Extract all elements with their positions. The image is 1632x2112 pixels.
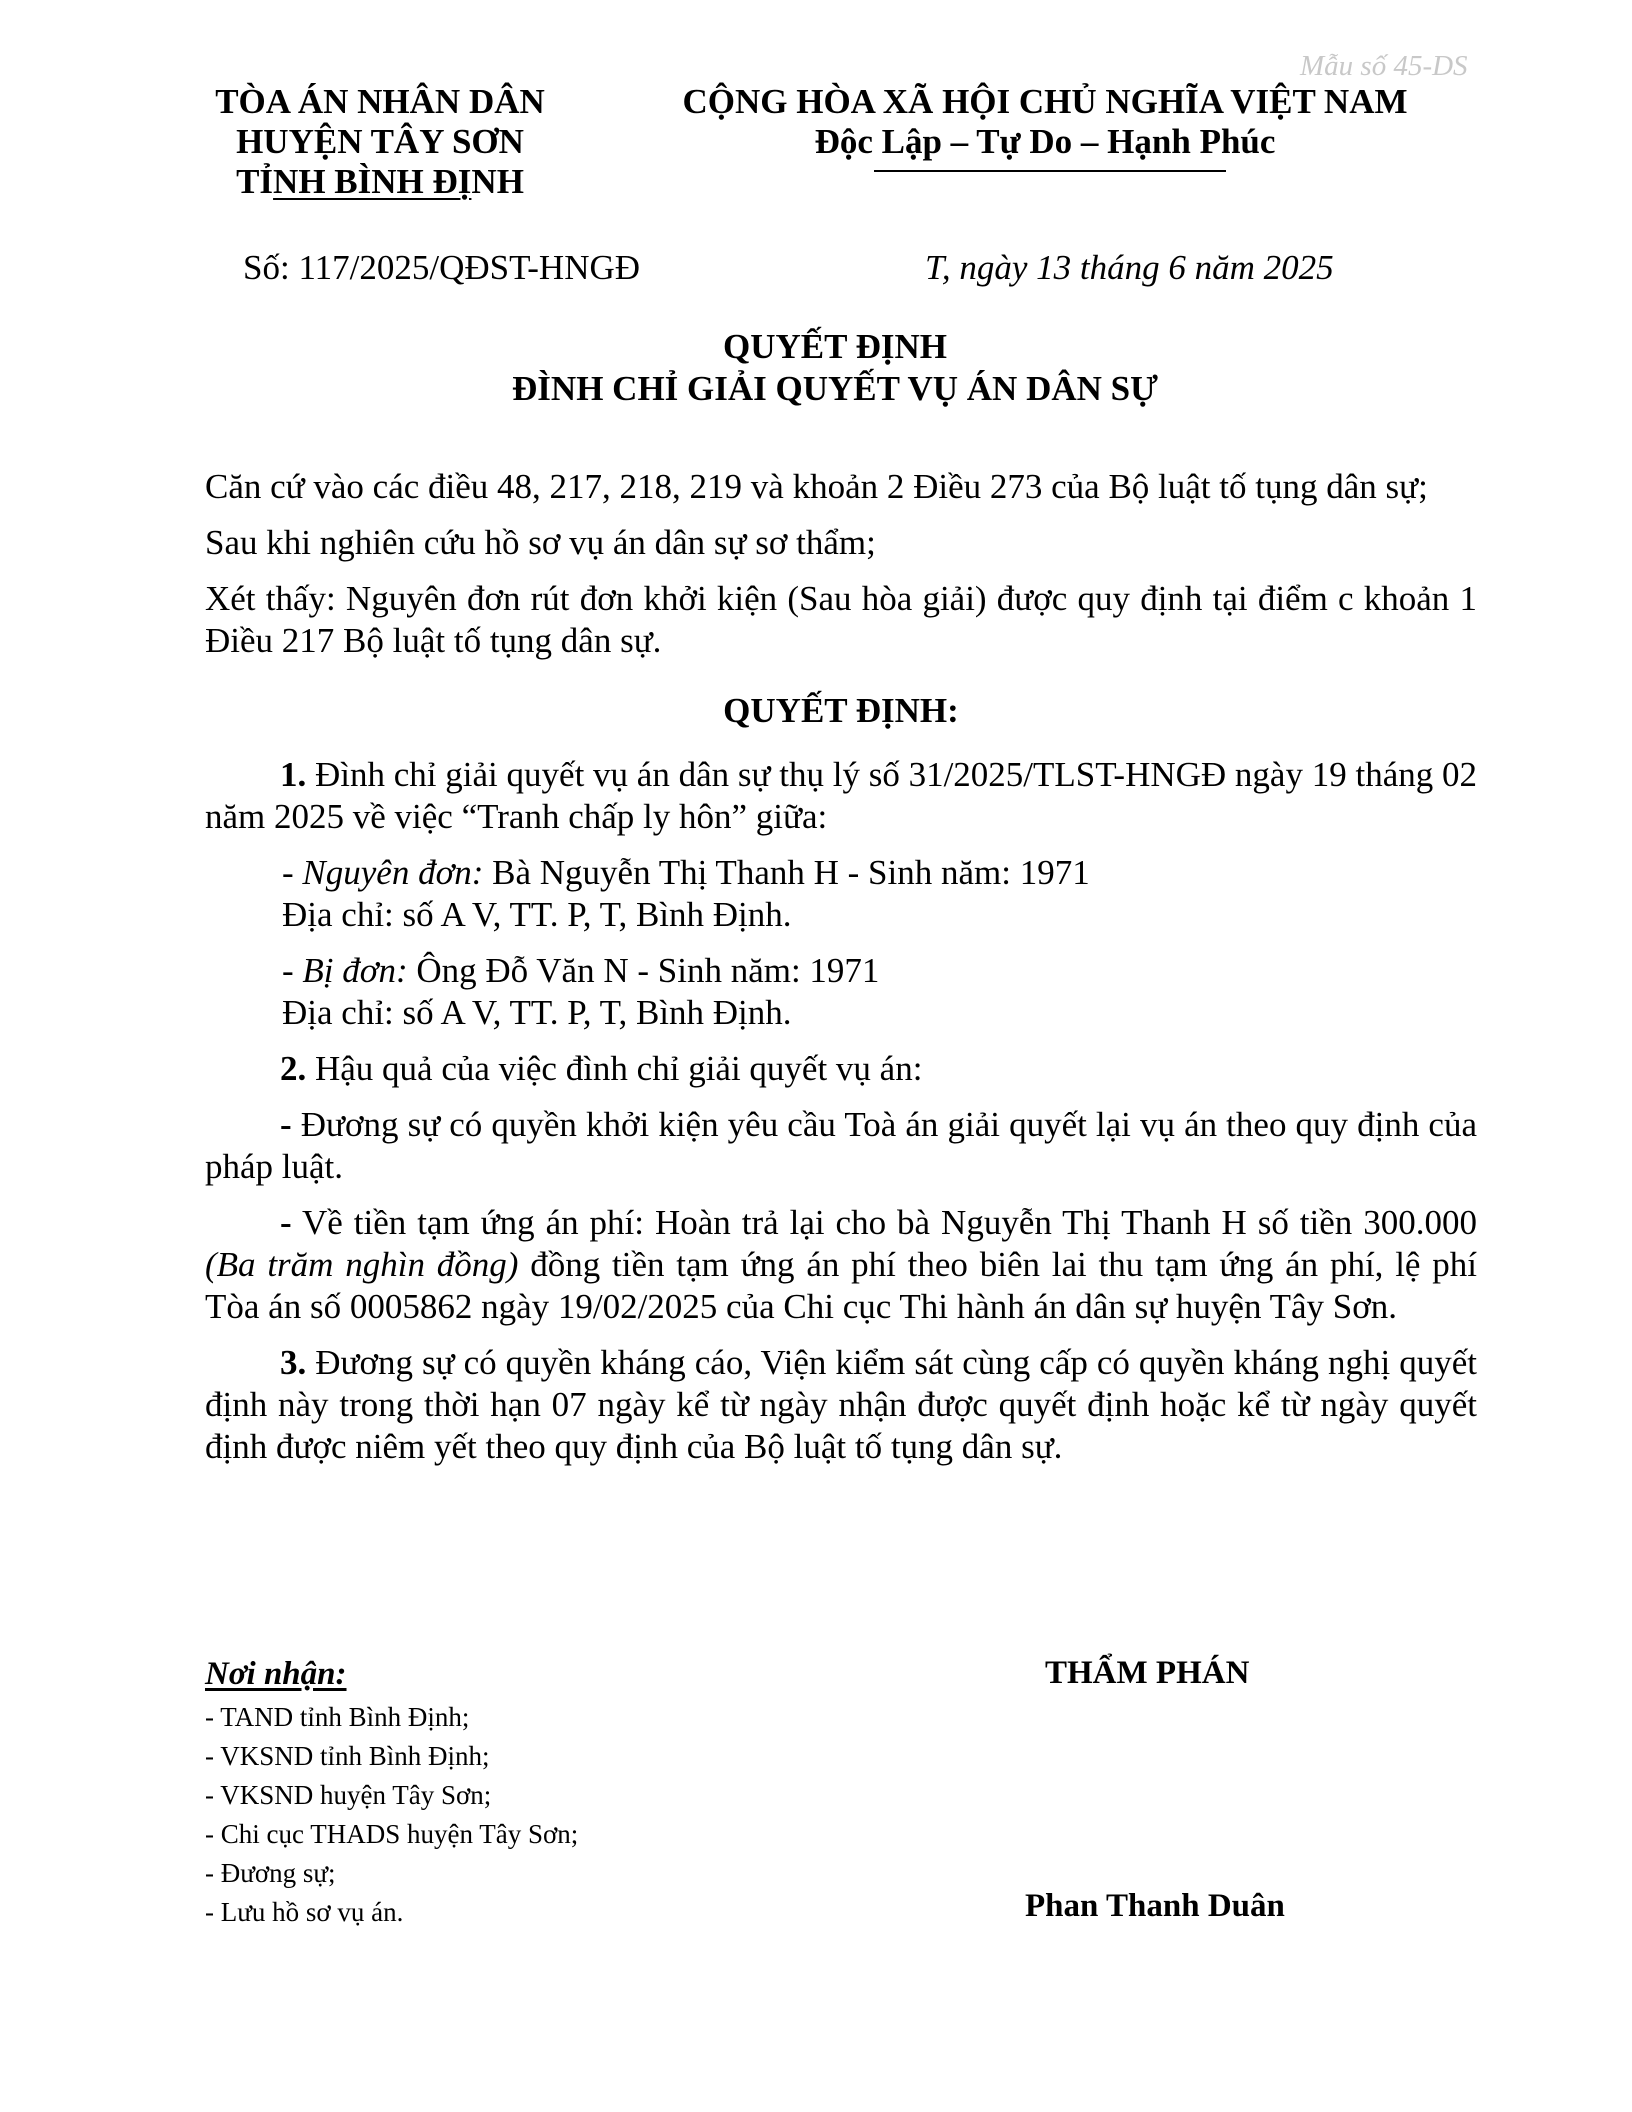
- document-number: Số: 117/2025/QĐST-HNGĐ: [243, 248, 641, 287]
- item-2: 2. Hậu quả của việc đình chỉ giải quyết vụ án:: [280, 1049, 923, 1088]
- recipients-list: [205, 1698, 905, 1932]
- document-body: [205, 466, 1477, 1482]
- recipients-block: [205, 1655, 905, 1932]
- basis-paragraph-2: Sau khi nghiên cứu hồ sơ vụ án dân sự sơ thẩm;: [205, 523, 876, 562]
- nation-name: CỘNG HÒA XÃ HỘI CHỦ NGHĨA VIỆT NAM: [682, 82, 1408, 121]
- recipient-item: - Đương sự;: [205, 1858, 336, 1888]
- recipients-heading: Nơi nhận:: [205, 1656, 347, 1692]
- motto-underline: [874, 170, 1226, 172]
- signature-name: Phan Thanh Duân: [1025, 1888, 1285, 1924]
- nation-motto: Độc Lập – Tự Do – Hạnh Phúc: [814, 122, 1276, 161]
- document-date: T, ngày 13 tháng 6 năm 2025: [925, 248, 1334, 287]
- court-line-3: TỈNH BÌNH ĐỊNH: [236, 162, 524, 201]
- basis-paragraph-3: Xét thấy: Nguyên đơn rút đơn khởi kiện (Sau hòa giải) được quy định tại điểm c khoản 1 Điều 217 Bộ luật tố tụng dân sự.: [205, 579, 1477, 660]
- item-2b: - Về tiền tạm ứng án phí: Hoàn trả lại cho bà Nguyễn Thị Thanh H số tiền 300.000 (Ba trăm nghìn đồng) đồng tiền tạm ứng án phí theo biên lai thu tạm ứng án phí, lệ phí Tòa án số 0005862 ngày 19/02/2025 của Chi cục Thi hành án dân sự huyện Tây Sơn.: [205, 1203, 1477, 1326]
- signature-title: THẨM PHÁN: [1045, 1655, 1250, 1691]
- document-title: [0, 326, 1632, 410]
- recipient-item: - Chi cục THADS huyện Tây Sơn;: [205, 1819, 579, 1849]
- court-line-2: HUYỆN TÂY SƠN: [236, 122, 524, 161]
- decision-heading: QUYẾT ĐỊNH:: [723, 691, 959, 730]
- item-1: 1. Đình chỉ giải quyết vụ án dân sự thụ lý số 31/2025/TLST-HNGĐ ngày 19 tháng 02 năm 2025 về việc “Tranh chấp ly hôn” giữa:: [205, 755, 1478, 836]
- recipient-item: - Lưu hồ sơ vụ án.: [205, 1897, 404, 1927]
- item-3: 3. Đương sự có quyền kháng cáo, Viện kiểm sát cùng cấp có quyền kháng nghị quyết định này trong thời hạn 07 ngày kể từ ngày nhận được quyết định hoặc kể từ ngày quyết định được niêm yết theo quy định của Bộ luật tố tụng dân sự.: [205, 1343, 1478, 1466]
- plaintiff-block: - Nguyên đơn: Bà Nguyễn Thị Thanh H - Sinh năm: 1971 Địa chỉ: số A V, TT. P, T, Bình Định.: [282, 853, 1090, 934]
- court-line-1: TÒA ÁN NHÂN DÂN: [215, 82, 545, 121]
- form-code: Mẫu số 45-DS: [1300, 50, 1468, 82]
- title-line-1: QUYẾT ĐỊNH: [723, 327, 947, 366]
- recipient-item: - VKSND huyện Tây Sơn;: [205, 1780, 492, 1810]
- item-2a: - Đương sự có quyền khởi kiện yêu cầu Toà án giải quyết lại vụ án theo quy định của pháp luật.: [205, 1105, 1477, 1186]
- recipient-item: - VKSND tỉnh Bình Định;: [205, 1741, 490, 1771]
- defendant-block: - Bị đơn: Ông Đỗ Văn N - Sinh năm: 1971 Địa chỉ: số A V, TT. P, T, Bình Định.: [282, 951, 880, 1032]
- nation-header: [660, 82, 1430, 162]
- basis-paragraph-1: Căn cứ vào các điều 48, 217, 218, 219 và khoản 2 Điều 273 của Bộ luật tố tụng dân sự;: [205, 467, 1428, 506]
- court-header: [180, 82, 580, 202]
- recipient-item: - TAND tỉnh Bình Định;: [205, 1702, 470, 1732]
- title-line-2: ĐÌNH CHỈ GIẢI QUYẾT VỤ ÁN DÂN SỰ: [512, 369, 1158, 408]
